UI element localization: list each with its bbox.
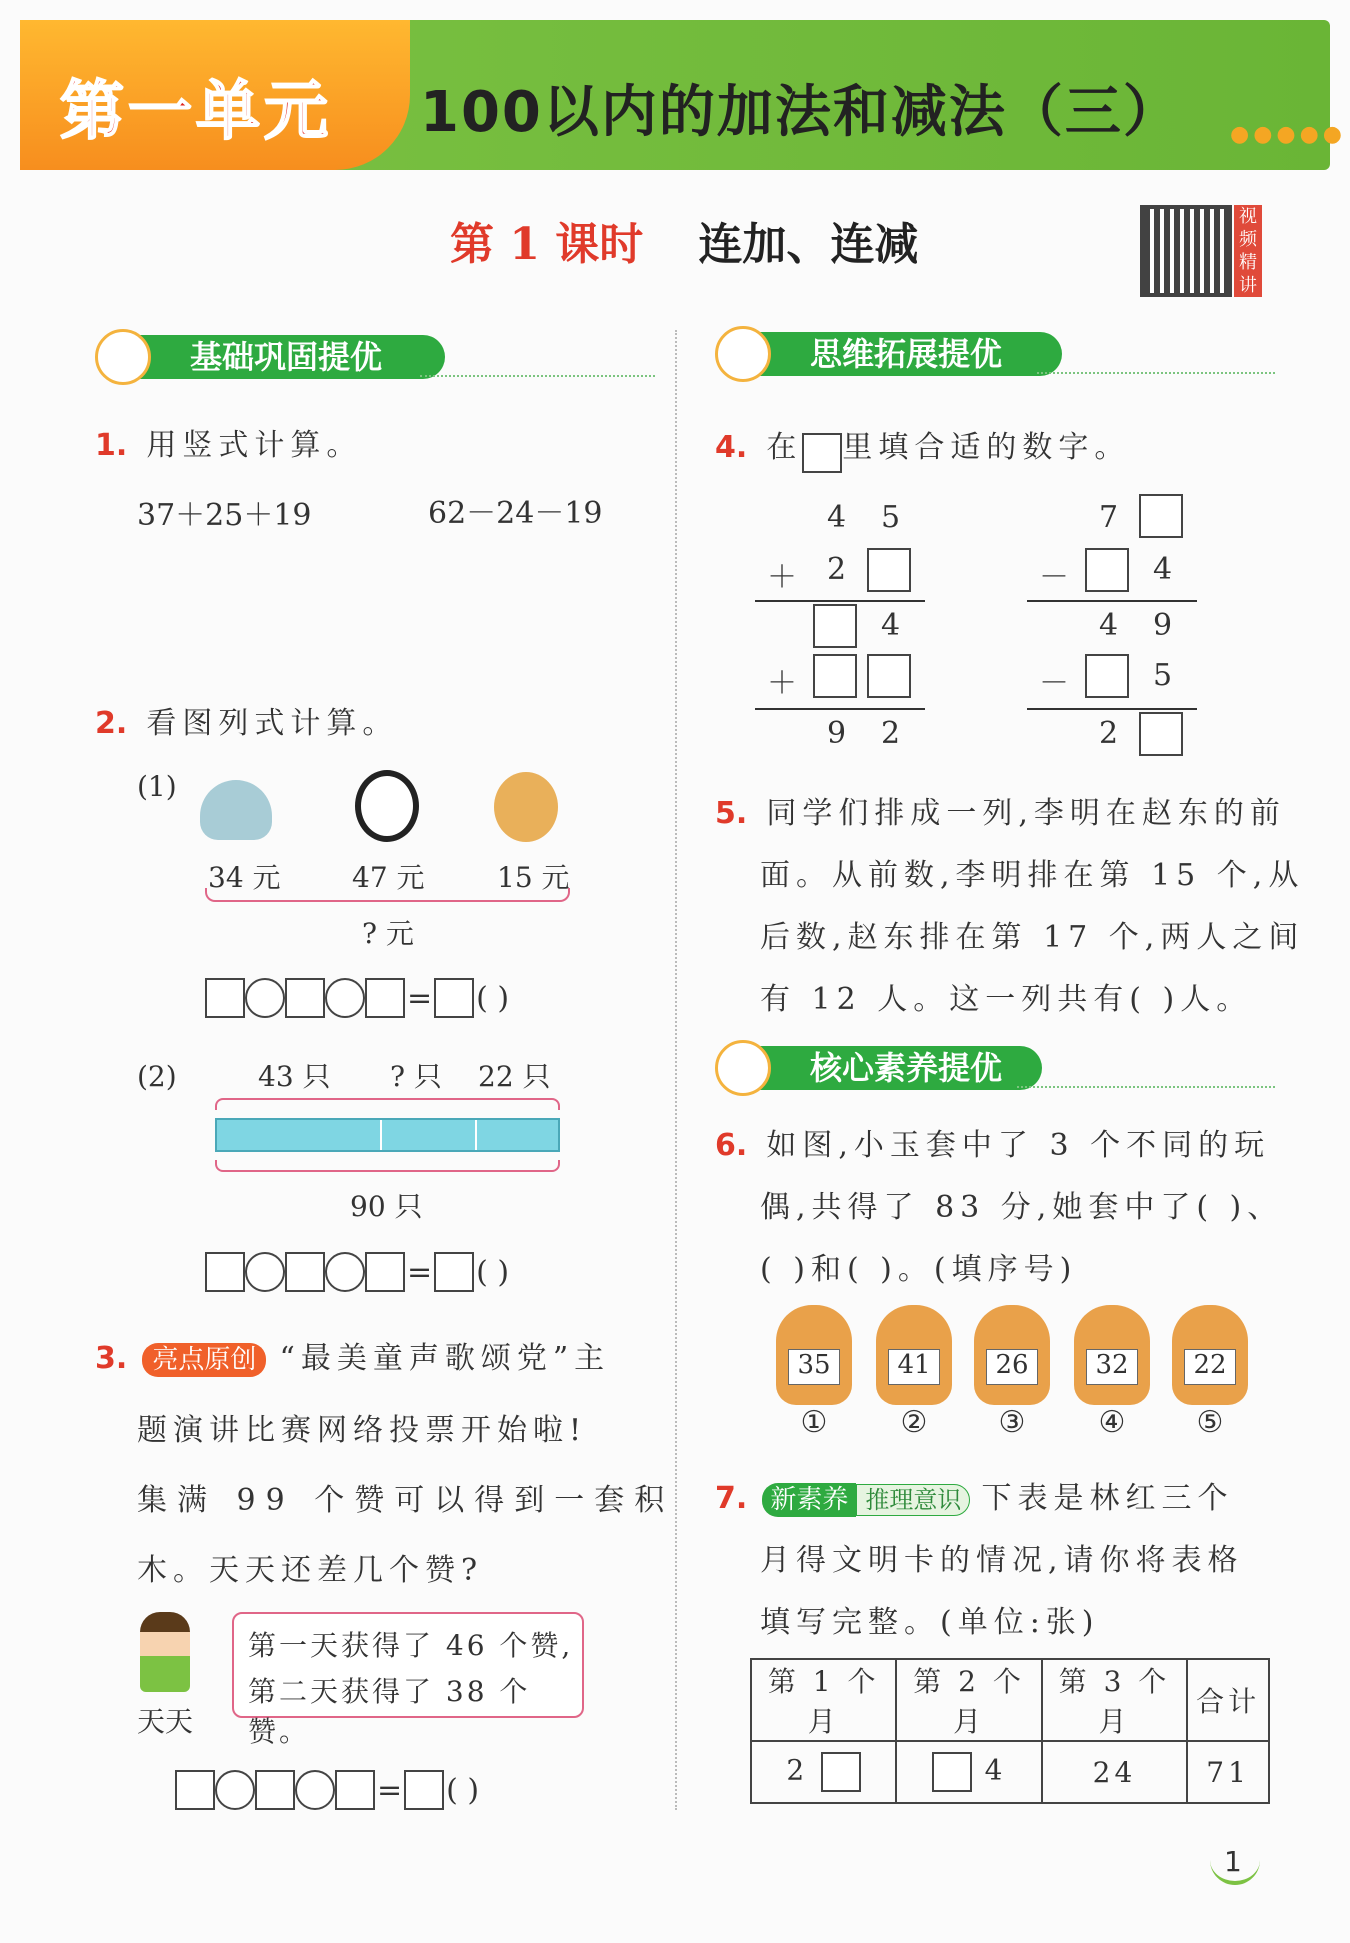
speaker-name: 天天 xyxy=(137,1705,194,1738)
th-month-1: 第 1 个月 xyxy=(751,1659,896,1741)
th-month-3: 第 3 个月 xyxy=(1042,1659,1187,1741)
total-2: 90 只 xyxy=(350,1190,423,1223)
tag-original: 亮点原创 xyxy=(142,1343,266,1377)
panda-icon xyxy=(355,770,419,842)
total-1: ? 元 xyxy=(362,917,414,950)
price-1: 34 元 xyxy=(208,861,281,894)
q2-p2-label: (2) xyxy=(137,1060,177,1093)
q2-p2-equation: = ( ) xyxy=(205,1252,511,1292)
q1-expr2: 62－24－19 xyxy=(428,496,603,531)
q6-line-2: 偶,共得了 83 分,她套中了( )、 xyxy=(760,1190,1284,1225)
q4-right-calc: 7 － 4 4 9 － 5 2 xyxy=(1027,490,1197,760)
q7-line-3: 填写完整。(单位:张) xyxy=(760,1605,1100,1640)
q5: 5. 同学们排成一列,李明在赵东的前 xyxy=(715,796,1286,831)
cell-total: 71 xyxy=(1187,1741,1269,1803)
unit-title: 100以内的加法和减法（三） xyxy=(420,80,1181,145)
q1: 1. 用竖式计算。 xyxy=(95,428,363,463)
price-2: 47 元 xyxy=(352,861,425,894)
bear-5: 22 ⑤ xyxy=(1166,1305,1254,1440)
elephant-icon xyxy=(200,780,272,840)
cell-month-2: 4 xyxy=(896,1741,1041,1803)
cell-month-3: 24 xyxy=(1042,1741,1187,1803)
section-thinking: 思维拓展提优 xyxy=(715,332,1275,376)
q3-equation: = ( ) xyxy=(175,1770,481,1810)
q4-left-calc: 4 5 ＋ 2 4 ＋ 9 2 xyxy=(755,490,925,760)
boy-icon xyxy=(140,1612,190,1692)
lesson-title: 连加、连减 xyxy=(698,219,919,270)
q3-line-2: 题演讲比赛网络投票开始啦! xyxy=(137,1413,588,1448)
q3: 3. 亮点原创 “最美童声歌颂党”主 xyxy=(95,1341,611,1376)
brace-1 xyxy=(205,888,570,902)
column-divider xyxy=(675,330,677,1810)
tag-new: 新素养 xyxy=(762,1483,856,1517)
speech-bubble: 第一天获得了 46 个赞, 第二天获得了 38 个赞。 xyxy=(232,1612,584,1718)
q2-p1-label: (1) xyxy=(137,770,177,803)
q6: 6. 如图,小玉套中了 3 个不同的玩 xyxy=(715,1128,1271,1163)
brace-top xyxy=(215,1098,560,1110)
part-2: ? 只 xyxy=(390,1060,442,1093)
bear-1: 35 ① xyxy=(770,1305,858,1440)
monkey-icon xyxy=(494,772,558,842)
cards-table xyxy=(750,1658,1270,1804)
q2-p1-equation: = ( ) xyxy=(205,978,511,1018)
trophy-icon-2 xyxy=(715,1040,771,1096)
q6-line-3: ( )和( )。(填序号) xyxy=(760,1252,1078,1287)
q7-line-2: 月得文明卡的情况,请你将表格 xyxy=(760,1543,1244,1578)
page-number: 1 xyxy=(1224,1845,1242,1878)
header-banner xyxy=(20,20,1346,170)
qr-label: 视 频 精 讲 xyxy=(1234,205,1262,297)
decor-dots: ●●●●● xyxy=(1230,122,1346,147)
part-1: 43 只 xyxy=(258,1060,331,1093)
q4: 4. 在 里填合适的数字。 xyxy=(715,422,1130,473)
cell-month-1: 2 xyxy=(751,1741,896,1803)
bear-2: 41 ② xyxy=(870,1305,958,1440)
th-month-2: 第 2 个月 xyxy=(896,1659,1041,1741)
trophy-icon xyxy=(715,326,771,382)
part-3: 22 只 xyxy=(478,1060,551,1093)
q1-expr1: 37＋25＋19 xyxy=(137,498,312,533)
bear-4: 32 ④ xyxy=(1068,1305,1156,1440)
q3-line-4: 木。天天还差几个赞? xyxy=(137,1553,484,1588)
qr-code[interactable] xyxy=(1140,205,1232,297)
segment-bar xyxy=(215,1118,560,1152)
q7: 7. 新素养 推理意识 下表是林红三个 xyxy=(715,1481,1234,1516)
q5-line-3: 后数,赵东排在第 17 个,两人之间 xyxy=(760,920,1305,955)
price-3: 15 元 xyxy=(497,861,570,894)
unit-label: 第一单元 xyxy=(60,75,332,149)
bear-3: 26 ③ xyxy=(968,1305,1056,1440)
q5-line-4: 有 12 人。这一列共有( )人。 xyxy=(760,982,1253,1017)
q5-line-2: 面。从前数,李明排在第 15 个,从 xyxy=(760,858,1305,893)
lesson-number: 第 1 课时 xyxy=(450,219,644,270)
section-basic: 基础巩固提优 xyxy=(95,335,655,379)
q3-line-3: 集满 99 个赞可以得到一套积 xyxy=(137,1483,675,1518)
sprout-icon xyxy=(95,329,151,385)
th-total: 合计 xyxy=(1187,1659,1269,1741)
page-swoosh xyxy=(1210,1855,1260,1885)
lesson-heading xyxy=(450,208,918,272)
section-core: 核心素养提优 xyxy=(715,1046,1275,1090)
brace-bottom xyxy=(215,1160,560,1172)
q2: 2. 看图列式计算。 xyxy=(95,706,399,741)
tag-reasoning: 推理意识 xyxy=(856,1484,970,1516)
